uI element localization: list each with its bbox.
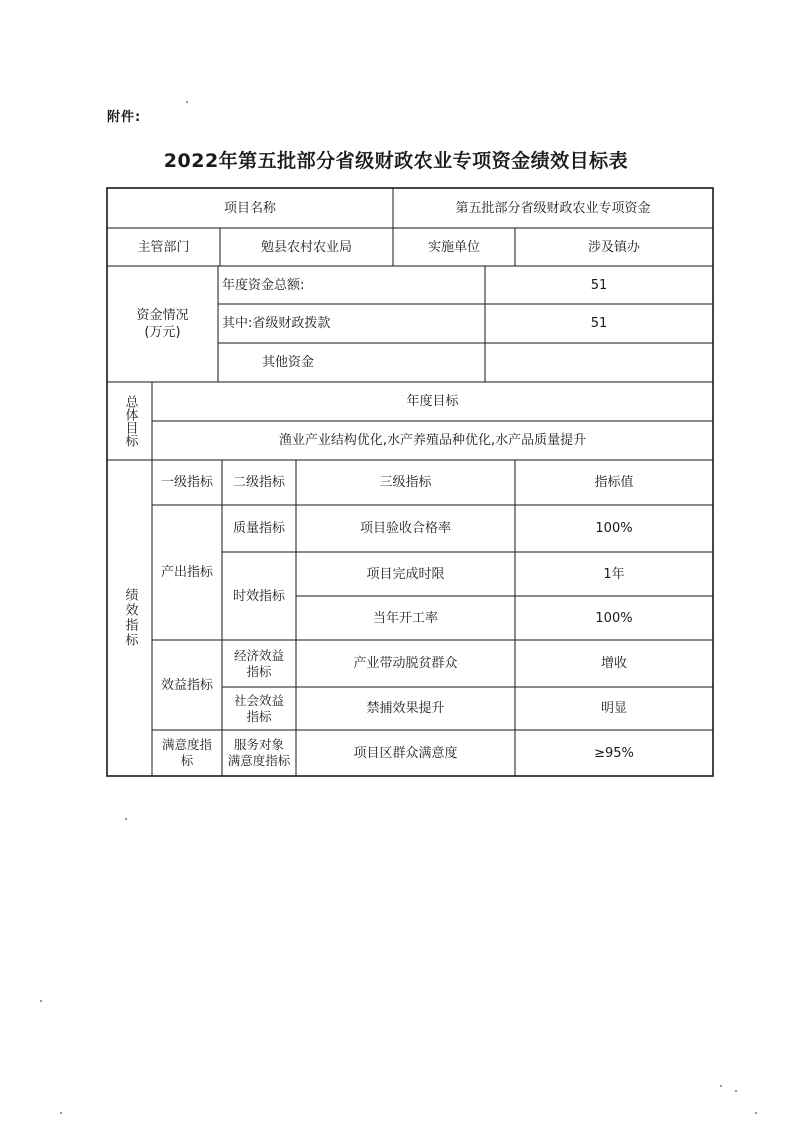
- impl-value: 涉及镇办: [587, 239, 640, 255]
- timeliness-value-start-rate: 100%: [595, 610, 633, 626]
- performance-label-cell: [107, 460, 152, 776]
- service-label-line1: 服务对象: [233, 737, 284, 752]
- economic-label: 经济效益指标: [233, 647, 284, 679]
- benefit-label: 效益指标: [160, 677, 213, 693]
- service-label-line2: 满意度指标: [227, 753, 291, 768]
- scan-speck: [125, 818, 127, 820]
- header-value: 指标值: [594, 475, 634, 490]
- impl-label: 实施单位: [427, 239, 480, 255]
- quality-value: 100%: [595, 521, 633, 536]
- performance-label: 绩效指标: [122, 588, 138, 648]
- service-label: [222, 730, 296, 776]
- funds-label-line1: 资金情况: [136, 308, 189, 323]
- funds-label-line2: (万元): [144, 325, 181, 340]
- header-level3: 三级指标: [379, 475, 432, 490]
- satisfaction-label: 满意度指标: [161, 737, 212, 768]
- timeliness-item-start-rate: 当年开工率: [372, 610, 438, 626]
- timeliness-value-deadline: 1年: [603, 566, 625, 582]
- economic-item: 产业带动脱贫群众: [353, 656, 458, 671]
- scan-speck: [720, 1085, 722, 1087]
- funds-label: [107, 266, 218, 382]
- quality-label: 质量指标: [232, 521, 285, 536]
- scan-speck: [735, 1090, 737, 1092]
- dept-label: 主管部门: [137, 239, 190, 255]
- page-title: 2022年第五批部分省级财政农业专项资金绩效目标表: [163, 150, 629, 172]
- service-item: 项目区群众满意度: [353, 745, 458, 761]
- header-level1: 一级指标: [160, 475, 213, 490]
- header-level2: 二级指标: [232, 475, 285, 490]
- project-name-label: 项目名称: [223, 200, 276, 216]
- timeliness-item-deadline: 项目完成时限: [366, 566, 445, 582]
- overall-header: 年度目标: [406, 394, 459, 409]
- social-item: 禁捕效果提升: [366, 701, 445, 716]
- economic-value: 增收: [600, 656, 627, 671]
- social-label: 社会效益指标: [233, 692, 284, 724]
- funds-other-value: [485, 343, 713, 382]
- funds-provincial-label: 其中:省级财政拨款: [222, 316, 331, 331]
- output-label: 产出指标: [160, 565, 213, 580]
- funds-provincial-value: 51: [590, 316, 608, 331]
- project-name-value: 第五批部分省级财政农业专项资金: [455, 200, 651, 216]
- funds-other-label: 其他资金: [262, 355, 315, 370]
- timeliness-label: 时效指标: [232, 588, 285, 604]
- scan-speck: [40, 1000, 42, 1002]
- attachment-label: 附件:: [107, 110, 142, 125]
- overall-label: 总体目标: [122, 395, 138, 447]
- overall-label-cell: [107, 382, 152, 460]
- overall-content: 渔业产业结构优化,水产养殖品种优化,水产品质量提升: [278, 433, 587, 448]
- social-value: 明显: [600, 701, 627, 716]
- funds-total-value: 51: [590, 277, 608, 293]
- service-value: ≥95%: [594, 745, 634, 761]
- quality-item: 项目验收合格率: [359, 521, 451, 536]
- scan-speck: [60, 1112, 62, 1114]
- funds-total-label: 年度资金总额:: [222, 277, 305, 293]
- scan-speck: [186, 101, 188, 103]
- dept-value: 勉县农村农业局: [260, 239, 352, 255]
- scan-speck: [755, 1112, 757, 1114]
